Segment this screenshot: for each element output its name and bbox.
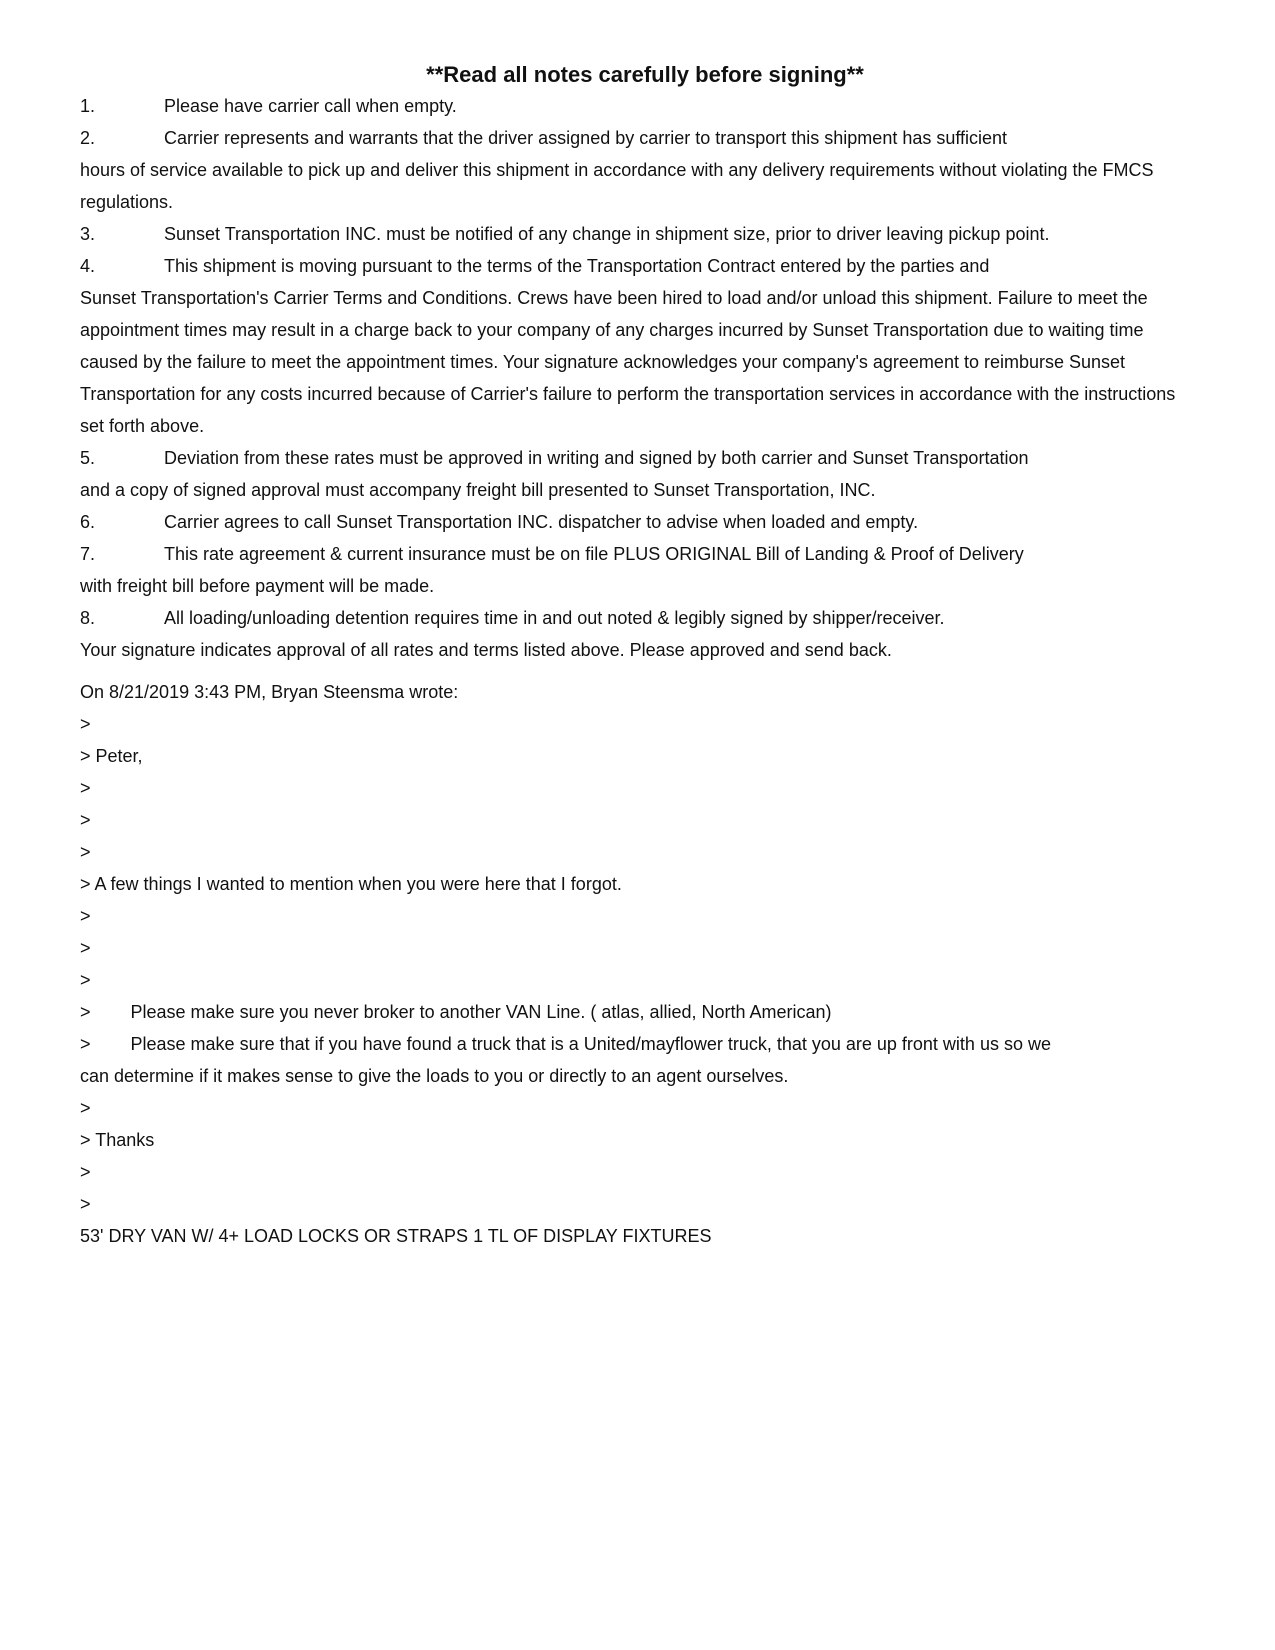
note-5-continuation: and a copy of signed approval must accompany freight bill presented to Sunset Transportation, INC. — [80, 480, 876, 500]
note-text: Please have carrier call when empty. — [164, 96, 457, 116]
email-thanks: Thanks — [95, 1130, 155, 1150]
quote-line — [80, 772, 1180, 804]
notes-list — [80, 90, 1180, 634]
note-number: 5. — [80, 448, 96, 468]
quote-line — [80, 708, 1180, 740]
quote-line-intro — [80, 868, 1180, 900]
quote-line — [80, 804, 1180, 836]
email-greeting: Peter, — [95, 746, 143, 766]
quote-line — [80, 932, 1180, 964]
note-text: Carrier agrees to call Sunset Transportation INC. dispatcher to advise when loaded and empty. — [164, 512, 919, 532]
note-number: 4. — [80, 256, 96, 276]
note-5 — [80, 442, 1180, 474]
quote-marker: > — [80, 714, 91, 734]
approval-statement: Your signature indicates approval of all rates and terms listed above. Please approved and send back. — [80, 640, 892, 660]
note-6 — [80, 506, 1180, 538]
note-7-continuation: with freight bill before payment will be made. — [80, 576, 435, 596]
quote-marker: > — [80, 938, 91, 958]
email-item-2: Please make sure that if you have found a truck that is a United/mayflower truck, that you are up front with us so we — [130, 1034, 1051, 1054]
note-2 — [80, 122, 1180, 154]
quote-line-item-2 — [80, 1028, 1180, 1060]
note-text: Sunset Transportation INC. must be notified of any change in shipment size, prior to driver leaving pickup point. — [164, 224, 1050, 244]
equipment-requirement: 53' DRY VAN W/ 4+ LOAD LOCKS OR STRAPS 1 TL OF DISPLAY FIXTURES — [80, 1226, 712, 1246]
note-number: 7. — [80, 544, 96, 564]
quote-line — [80, 900, 1180, 932]
note-7 — [80, 538, 1180, 570]
quote-marker: > — [80, 1098, 91, 1118]
quote-line — [80, 964, 1180, 996]
note-text: This rate agreement & current insurance must be on file PLUS ORIGINAL Bill of Landing & Proof of Delivery — [164, 544, 1024, 564]
quote-marker: > — [80, 778, 91, 798]
note-number: 1. — [80, 96, 96, 116]
note-1 — [80, 90, 1180, 122]
note-4 — [80, 250, 1180, 282]
quote-line — [80, 836, 1180, 868]
note-text: All loading/unloading detention requires time in and out noted & legibly signed by shipper/receiver. — [164, 608, 945, 628]
quote-marker: > — [80, 1130, 91, 1150]
note-number: 2. — [80, 128, 96, 148]
quoted-email — [80, 676, 1180, 1220]
quote-line — [80, 1156, 1180, 1188]
note-text: Deviation from these rates must be approved in writing and signed by both carrier and Sunset Transportation — [164, 448, 1029, 468]
quote-line — [80, 1092, 1180, 1124]
email-header: On 8/21/2019 3:43 PM, Bryan Steensma wrote: — [80, 682, 459, 702]
note-number: 3. — [80, 224, 96, 244]
quote-marker: > — [80, 874, 91, 894]
note-text: This shipment is moving pursuant to the terms of the Transportation Contract entered by the parties and — [164, 256, 990, 276]
quote-marker: > — [80, 906, 91, 926]
note-4-continuation: Sunset Transportation's Carrier Terms and Conditions. Crews have been hired to load and/or unload this shipment. Failure to meet the appointment times may result in a charge back to your company of any charges incurred by Sunset Transportation due to waiting time caused by the failure to meet the appointment times. Your signature acknowledges your company's agreement to reimburse Sunset Transportation for any costs incurred because of Carrier's failure to perform the transportation services in accordance with the instructions set forth above. — [80, 288, 1176, 436]
quote-marker: > — [80, 970, 91, 990]
note-2-continuation: hours of service available to pick up and deliver this shipment in accordance with any delivery requirements without violating the FMCS regulations. — [80, 160, 1154, 212]
quote-marker: > — [80, 810, 91, 830]
quote-marker: > — [80, 1002, 91, 1022]
note-number: 8. — [80, 608, 96, 628]
quote-line — [80, 1188, 1180, 1220]
quote-marker: > — [80, 1162, 91, 1182]
note-8 — [80, 602, 1180, 634]
quote-line-thanks — [80, 1124, 1180, 1156]
email-item-2-continuation: can determine if it makes sense to give the loads to you or directly to an agent ourselves. — [80, 1066, 789, 1086]
page-title: **Read all notes carefully before signing** — [426, 62, 864, 87]
quote-marker: > — [80, 1194, 91, 1214]
quote-marker: > — [80, 746, 91, 766]
quote-marker: > — [80, 1034, 91, 1054]
quote-line-greeting — [80, 740, 1180, 772]
note-3 — [80, 218, 1180, 250]
quote-line-item-1 — [80, 996, 1180, 1028]
note-number: 6. — [80, 512, 96, 532]
document-page — [80, 62, 1180, 1252]
quote-marker: > — [80, 842, 91, 862]
email-item-1: Please make sure you never broker to another VAN Line. ( atlas, allied, North American) — [130, 1002, 832, 1022]
email-intro: A few things I wanted to mention when you were here that I forgot. — [94, 874, 622, 894]
note-text: Carrier represents and warrants that the driver assigned by carrier to transport this shipment has sufficient — [164, 128, 1008, 148]
